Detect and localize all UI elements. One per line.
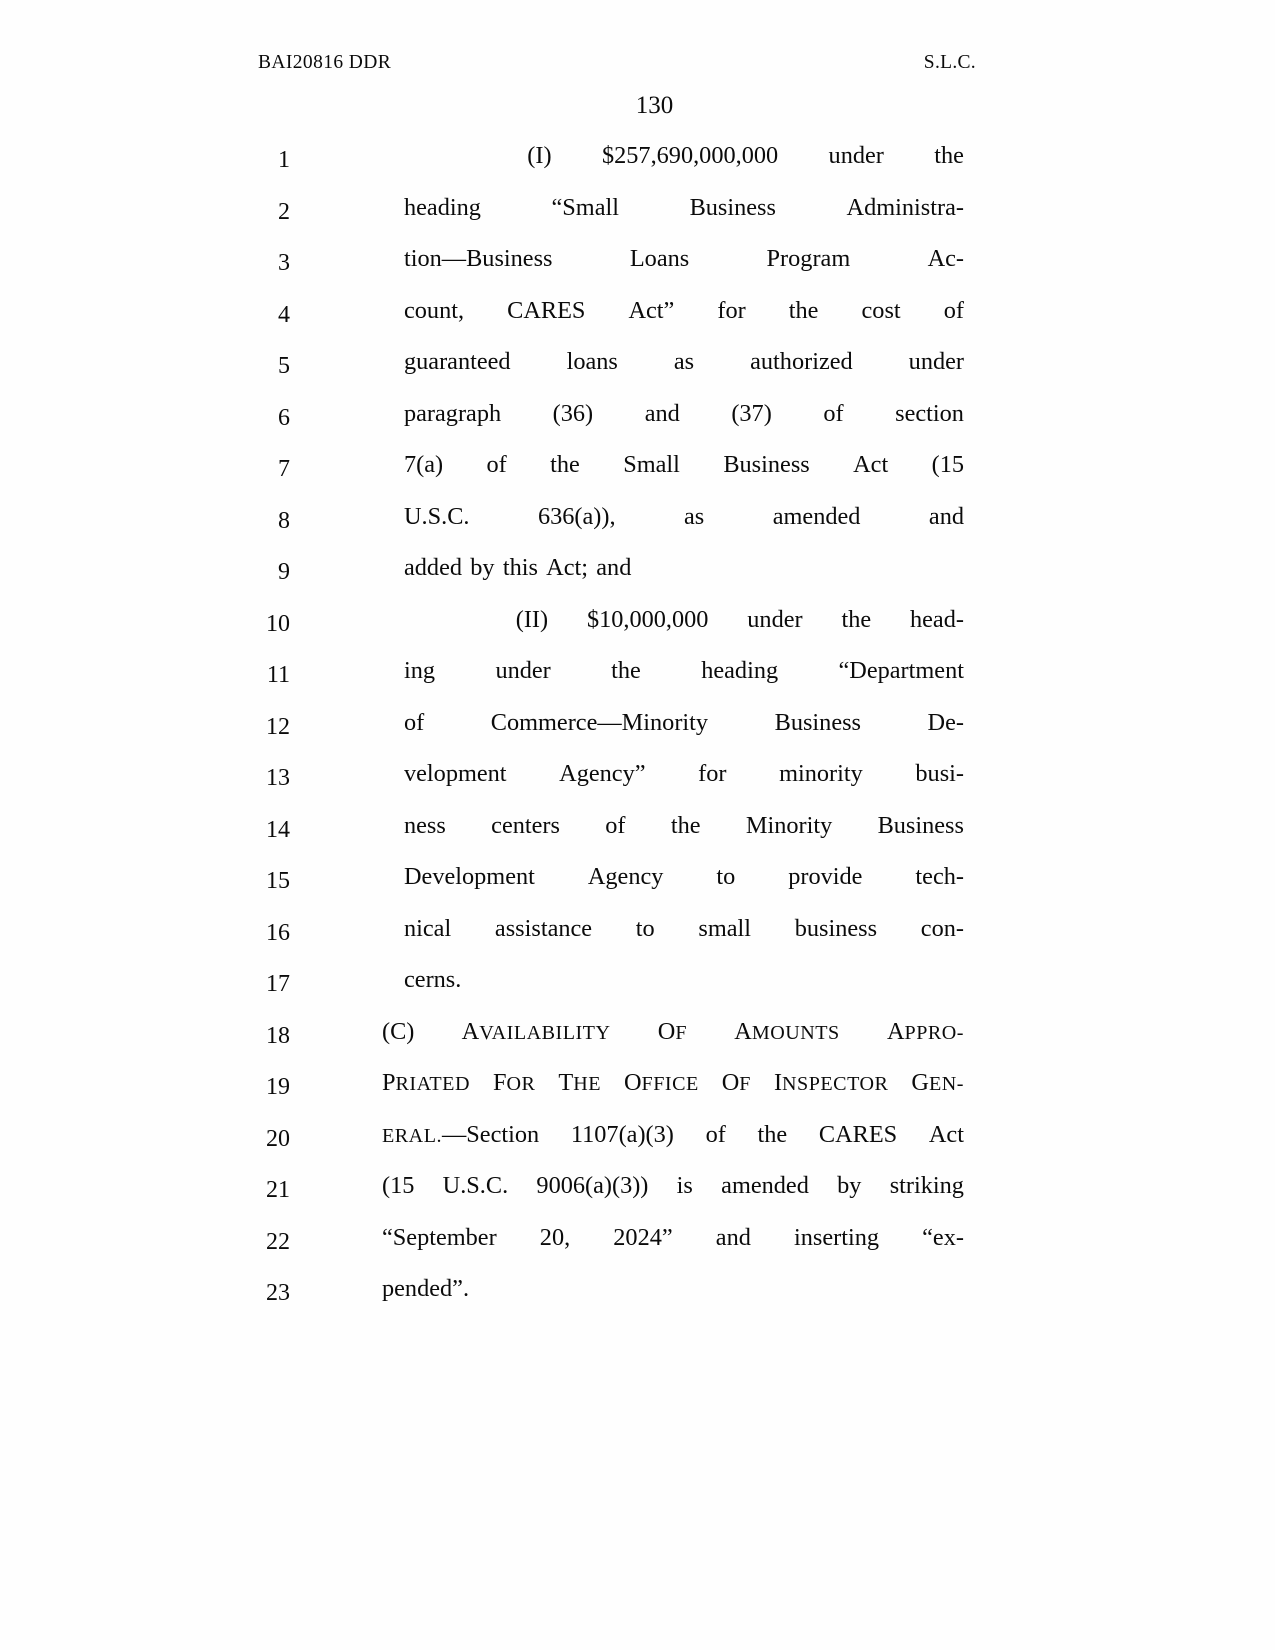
word: Program xyxy=(766,245,851,272)
word: amended xyxy=(772,502,861,530)
word: CARES xyxy=(818,1120,898,1148)
line-number: 4 xyxy=(278,301,290,328)
word: and xyxy=(928,502,964,530)
line-text xyxy=(404,142,964,170)
word: velopment xyxy=(404,760,507,787)
document-line xyxy=(0,451,1275,503)
word: Agency xyxy=(587,863,664,890)
line-number: 6 xyxy=(278,404,290,431)
line-text xyxy=(404,863,964,891)
document-line xyxy=(0,812,1275,864)
page-number-value: 130 xyxy=(635,92,674,119)
line-text xyxy=(382,1172,964,1200)
document-line xyxy=(0,194,1275,246)
word: busi- xyxy=(915,760,964,787)
word: for xyxy=(717,296,746,324)
word: (36) xyxy=(552,399,594,427)
line-number: 22 xyxy=(266,1228,290,1255)
document-line xyxy=(0,709,1275,761)
word: of xyxy=(404,708,425,736)
line-number: 11 xyxy=(266,662,290,688)
word: THE xyxy=(558,1069,601,1096)
line-text xyxy=(404,760,964,788)
word: 7(a) xyxy=(404,451,444,478)
word: $257,690,000,000 xyxy=(601,142,779,169)
word: and xyxy=(715,1223,751,1251)
word: ness xyxy=(404,811,446,839)
word: the xyxy=(841,605,872,633)
word: paragraph xyxy=(404,399,502,427)
line-text xyxy=(404,245,964,273)
word: 636(a)), xyxy=(537,502,616,530)
paragraph-indent xyxy=(404,606,477,634)
word: inserting xyxy=(793,1223,880,1251)
line-number: 14 xyxy=(266,816,290,843)
word: $10,000,000 xyxy=(586,605,709,633)
word: striking xyxy=(889,1172,964,1199)
word: loans xyxy=(566,348,618,375)
word: guaranteed xyxy=(404,348,511,375)
document-line xyxy=(0,503,1275,555)
line-text xyxy=(404,812,964,840)
line-number: 15 xyxy=(266,868,290,894)
document-line xyxy=(0,1172,1275,1224)
line-number: 10 xyxy=(266,610,290,637)
word: De- xyxy=(927,708,964,736)
word: OF xyxy=(721,1069,751,1096)
word: (I) xyxy=(527,142,552,169)
page-number xyxy=(0,92,1275,120)
word: Administra- xyxy=(846,193,964,221)
word: OFFICE xyxy=(623,1069,699,1096)
line-number: 21 xyxy=(266,1177,290,1203)
line-text xyxy=(404,606,964,634)
word: (15 xyxy=(382,1172,415,1199)
line-text xyxy=(404,451,964,479)
word: (37) xyxy=(731,399,772,427)
document-line xyxy=(0,606,1275,658)
word: as xyxy=(673,348,695,375)
line-number: 7 xyxy=(278,456,290,482)
line-number: 2 xyxy=(278,198,290,225)
word: GEN- xyxy=(911,1069,964,1096)
line-text xyxy=(382,1069,964,1097)
word: by xyxy=(470,554,495,581)
word: of xyxy=(823,399,844,427)
document-line xyxy=(0,348,1275,400)
word: “September xyxy=(382,1223,497,1251)
word: and xyxy=(596,554,632,581)
paragraph-indent xyxy=(404,142,477,170)
document-line xyxy=(0,297,1275,349)
line-text xyxy=(382,1018,964,1046)
word: Ac- xyxy=(927,245,964,272)
word: provide xyxy=(788,863,863,890)
line-number: 9 xyxy=(278,559,290,585)
word: Act” xyxy=(628,296,675,324)
line-number: 13 xyxy=(266,765,290,791)
line-text xyxy=(404,194,964,222)
word: centers xyxy=(491,811,560,839)
word: “ex- xyxy=(922,1223,964,1251)
word: 9006(a)(3)) xyxy=(536,1172,649,1199)
word: “Department xyxy=(838,657,964,684)
document-line xyxy=(0,863,1275,915)
line-text xyxy=(404,400,964,428)
word: Business xyxy=(723,451,810,478)
document-line xyxy=(0,554,1275,606)
word: Small xyxy=(623,451,680,478)
document-line xyxy=(0,245,1275,297)
word: cerns. xyxy=(404,966,462,993)
word: amended xyxy=(721,1172,809,1199)
word: Development xyxy=(404,863,535,890)
word: the xyxy=(670,811,701,839)
word: small xyxy=(698,914,752,942)
word: section xyxy=(895,399,964,427)
word: the xyxy=(788,296,819,324)
word: under xyxy=(908,348,964,375)
word: Commerce—Minority xyxy=(490,708,709,736)
word: 1107(a)(3) xyxy=(570,1120,674,1148)
document-line xyxy=(0,142,1275,194)
line-number: 16 xyxy=(266,919,290,946)
document-line xyxy=(0,1121,1275,1173)
word: of xyxy=(486,451,507,478)
word: ERAL.—Section xyxy=(382,1120,540,1148)
line-number: 5 xyxy=(278,353,290,379)
word: Act; xyxy=(546,554,589,581)
document-body xyxy=(0,142,1275,1327)
word: tech- xyxy=(915,863,964,890)
line-text xyxy=(382,1224,964,1252)
word: assistance xyxy=(494,914,593,942)
line-text xyxy=(404,915,964,943)
word: AMOUNTS xyxy=(734,1017,840,1045)
line-number: 18 xyxy=(266,1022,290,1049)
word: 20, xyxy=(539,1223,571,1251)
line-text xyxy=(382,1275,964,1303)
word: INSPECTOR xyxy=(773,1069,889,1096)
word: under xyxy=(495,657,551,684)
line-text xyxy=(404,966,964,994)
word: PRIATED xyxy=(382,1069,470,1096)
word: nical xyxy=(404,914,452,942)
line-number: 23 xyxy=(266,1280,290,1306)
word: head- xyxy=(909,605,964,633)
word: to xyxy=(635,914,655,942)
word: authorized xyxy=(750,348,853,375)
line-text xyxy=(404,503,964,531)
word: added xyxy=(404,554,463,581)
word: U.S.C. xyxy=(404,502,470,530)
word: as xyxy=(684,502,705,530)
word: con- xyxy=(920,914,964,942)
word: “Small xyxy=(551,193,619,221)
line-text xyxy=(404,554,964,582)
line-text xyxy=(404,657,964,685)
word: minority xyxy=(779,760,863,787)
word: Business xyxy=(774,708,862,736)
word: this xyxy=(502,554,538,581)
line-number: 8 xyxy=(278,507,290,534)
document-line xyxy=(0,400,1275,452)
word: the xyxy=(934,142,964,169)
document-line xyxy=(0,1224,1275,1276)
running-head xyxy=(258,52,976,74)
document-line xyxy=(0,657,1275,709)
word: cost xyxy=(861,296,901,324)
word: the xyxy=(611,657,641,684)
slc-marking: S.L.C. xyxy=(923,52,976,73)
document-line xyxy=(0,1069,1275,1121)
word: for xyxy=(698,760,727,787)
line-number: 17 xyxy=(266,971,290,997)
line-number: 3 xyxy=(278,250,290,276)
line-number: 12 xyxy=(266,713,290,740)
word: ing xyxy=(404,657,436,684)
document-line xyxy=(0,1018,1275,1070)
word: heading xyxy=(404,193,481,221)
word: count, xyxy=(404,296,465,324)
word: of xyxy=(605,811,626,839)
word: Business xyxy=(877,811,964,839)
word: (II) xyxy=(515,605,549,633)
line-text xyxy=(404,297,964,325)
word: Act xyxy=(853,451,889,478)
word: (15 xyxy=(931,451,964,478)
word: of xyxy=(943,296,964,324)
line-text xyxy=(382,1121,964,1149)
word: and xyxy=(644,399,680,427)
word: Minority xyxy=(745,811,833,839)
word: AVAILABILITY xyxy=(461,1017,611,1045)
document-line xyxy=(0,966,1275,1018)
word: is xyxy=(676,1172,693,1199)
line-text xyxy=(404,709,964,737)
word: heading xyxy=(701,657,779,684)
word: U.S.C. xyxy=(442,1172,509,1199)
word: to xyxy=(716,863,736,890)
word: under xyxy=(747,605,803,633)
word: (C) xyxy=(382,1017,415,1045)
line-text xyxy=(404,348,964,376)
line-number: 1 xyxy=(278,147,290,173)
document-id-label: BAI20816 DDR xyxy=(258,52,392,73)
word: under xyxy=(828,142,884,169)
document-line xyxy=(0,760,1275,812)
word: of xyxy=(705,1120,726,1148)
word: the xyxy=(757,1120,788,1148)
word: Business xyxy=(689,193,776,221)
document-line xyxy=(0,915,1275,967)
word: OF xyxy=(657,1017,687,1045)
word: 2024” xyxy=(613,1223,673,1251)
word: business xyxy=(794,914,878,942)
line-number: 20 xyxy=(266,1125,290,1152)
word: CARES xyxy=(507,296,586,324)
word: the xyxy=(550,451,580,478)
word: Act xyxy=(928,1120,964,1148)
word: by xyxy=(837,1172,862,1199)
line-number: 19 xyxy=(266,1074,290,1100)
word: Agency” xyxy=(559,760,646,787)
document-line xyxy=(0,1275,1275,1327)
word: Loans xyxy=(629,245,690,272)
word: APPRO- xyxy=(886,1017,964,1045)
word: FOR xyxy=(492,1069,536,1096)
word: pended”. xyxy=(382,1275,470,1302)
word: tion—Business xyxy=(404,245,553,272)
